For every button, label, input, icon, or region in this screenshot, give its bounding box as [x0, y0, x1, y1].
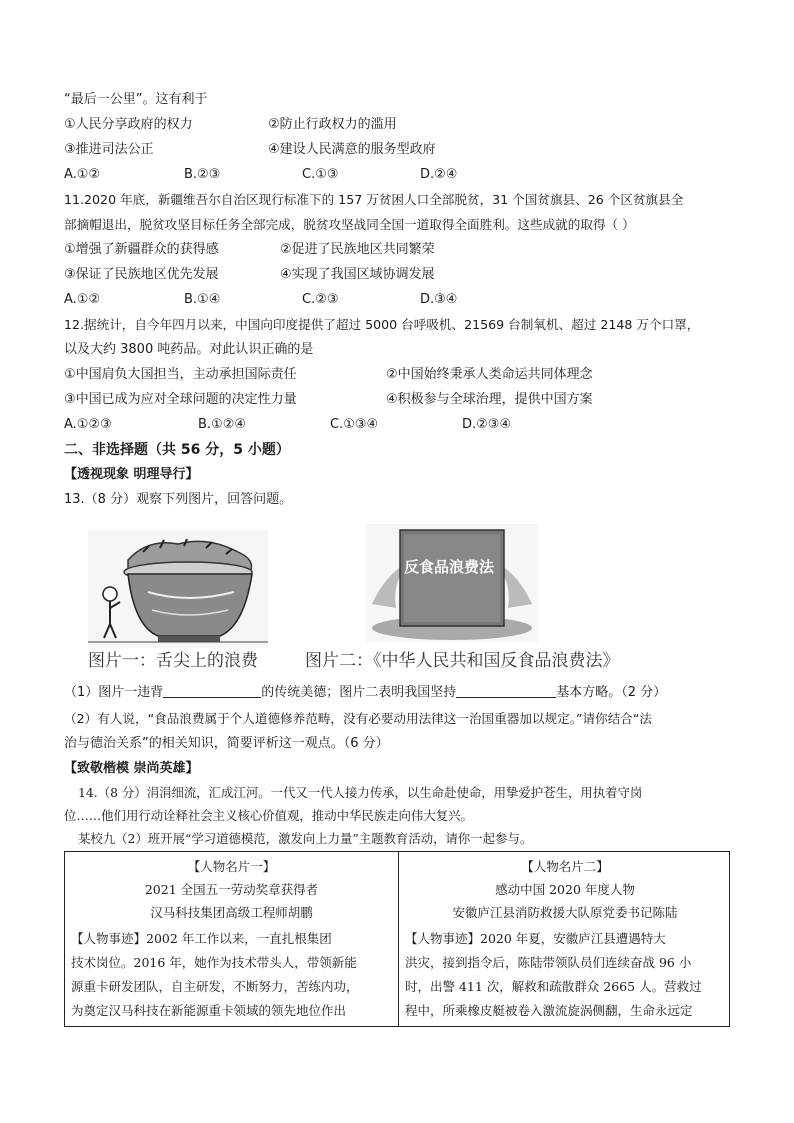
card-1-deeds-line3: 源重卡研发团队，自主研发，不断努力，苦练内功，	[71, 979, 359, 994]
q11-option-2: ②促进了民族地区共同繁荣	[280, 242, 435, 257]
q12-option-3: ③中国已成为应对全球问题的决定性力量	[64, 392, 297, 407]
q14-stem-line3: 某校九（2）班开展“学习道德模范，激发向上力量”主题教育活动，请你一起参与。	[78, 831, 533, 846]
law-book-title: 反食品浪费法	[404, 558, 495, 576]
q11-stem-line1: 11.2020 年底，新疆维吾尔自治区现行标准下的 157 万贫困人口全部脱贫，31 个国贫旗县、26 个区贫旗县全	[64, 192, 684, 207]
card-2-deeds-line2: 洪灾，接到指令后，陈陆带领队员们连续奋战 96 小	[405, 955, 692, 970]
q14-stem-line2: 位……他们用行动诠释社会主义核心价值观，推动中华民族走向伟大复兴。	[64, 808, 473, 823]
section-2-title: 二、非选择题（共 56 分，5 小题）	[64, 442, 290, 458]
q13-answer-blank-2[interactable]	[456, 683, 556, 698]
q12-choice-a: A.①②③	[64, 417, 112, 432]
picture-2-law-book	[366, 524, 538, 642]
card-1-title: 【人物名片一】	[187, 859, 276, 874]
card-2-title: 【人物名片二】	[521, 859, 609, 874]
q13-part1-c: 基本方略。（2 分）	[556, 685, 667, 700]
q10-option-4: ④建设人民满意的服务型政府	[268, 142, 436, 157]
card-1-name: 汉马科技集团高级工程师胡鹏	[150, 905, 313, 920]
card-2-deeds-line3: 时，出警 411 次，解救和疏散群众 2665 人。营救过	[405, 979, 702, 994]
q14-stem-line1: 14.（8 分）涓涓细流，汇成江河。一代又一代人接力传承，以生命赴使命，用挚爱护苍生，用执着守岗	[78, 785, 643, 800]
q11-option-4: ④实现了我国区域协调发展	[280, 267, 435, 282]
q13-part1	[64, 683, 666, 703]
picture-2-caption: 图片二：《中华人民共和国反食品浪费法》	[305, 651, 620, 671]
card-1-deeds-line2: 技术岗位。2016 年，她作为技术带头人，带领新能	[71, 955, 357, 970]
q11-stem-line2: 部摘帽退出，脱贫攻坚目标任务全部完成，脱贫攻坚战同全国一道取得全面胜利。这些成就的取得（ ）	[64, 217, 635, 232]
card-2-deeds-line4: 程中，所乘橡皮艇被卷入激流旋涡侧翻，生命永远定	[405, 1003, 693, 1018]
card-2-award: 感动中国 2020 年度人物	[495, 882, 635, 897]
q10-option-3: ③推进司法公正	[64, 142, 154, 157]
q11-choice-a: A.①②	[64, 292, 101, 307]
q11-choice-b: B.①④	[184, 292, 221, 307]
q10-option-2: ②防止行政权力的滥用	[268, 117, 397, 132]
q13-part1-b: 的传统美德；图片二表明我国坚持	[261, 685, 457, 700]
q13-part2-line2: 治与德治关系”的相关知识，简要评析这一观点。（6 分）	[64, 736, 389, 751]
card-1-deeds-line1: 【人物事迹】2002 年工作以来，一直扎根集团	[71, 931, 332, 946]
card-2-deeds-line1: 【人物事迹】2020 年夏，安徽庐江县遭遇特大	[405, 931, 666, 946]
section-2-subheading-2: 【致敬楷模 崇尚英雄】	[64, 761, 199, 776]
person-card-2	[398, 852, 731, 1026]
q12-choice-b: B.①②④	[198, 417, 247, 432]
q11-choice-d: D.③④	[420, 292, 458, 307]
q12-stem-line2: 以及大约 3800 吨药品。对此认识正确的是	[64, 342, 314, 357]
picture-1-caption: 图片一：舌尖上的浪费	[88, 651, 258, 671]
q12-stem-line1: 12.据统计，自今年四月以来，中国向印度提供了超过 5000 台呼吸机、21569 台制氧机、超过 2148 万个口罩，	[64, 317, 700, 332]
person-card-1	[65, 852, 398, 1026]
q13-stem: 13.（8 分）观察下列图片，回答问题。	[64, 492, 293, 507]
q10-choice-d: D.②④	[420, 167, 458, 182]
person-cards-table	[64, 851, 730, 1027]
q12-option-4: ④积极参与全球治理，提供中国方案	[386, 392, 593, 407]
q12-choice-c: C.①③④	[330, 417, 379, 432]
section-2-subheading-1: 【透视现象 明理导行】	[64, 467, 199, 482]
q10-stem-tail: “最后一公里”。这有利于	[64, 92, 208, 107]
q12-choice-d: D.②③④	[462, 417, 512, 432]
card-1-deeds-line4: 为奠定汉马科技在新能源重卡领域的领先地位作出	[71, 1003, 347, 1018]
q11-option-3: ③保证了民族地区优先发展	[64, 267, 219, 282]
q13-part1-a: （1）图片一违背	[64, 685, 164, 700]
q12-option-1: ①中国肩负大国担当，主动承担国际责任	[64, 367, 297, 382]
card-2-name: 安徽庐江县消防救援大队原党委书记陈陆	[452, 905, 678, 920]
q10-option-1: ①人民分享政府的权力	[64, 117, 193, 132]
q13-part2-line1: （2）有人说，“食品浪费属于个人道德修养范畴，没有必要动用法律这一治国重器加以规定。”请你结合“法	[64, 711, 653, 726]
q13-answer-blank-1[interactable]	[163, 683, 261, 698]
q10-choice-b: B.②③	[184, 167, 221, 182]
q12-option-2: ②中国始终秉承人类命运共同体理念	[386, 367, 593, 382]
card-1-award: 2021 全国五一劳动奖章获得者	[144, 882, 319, 897]
q11-choice-c: C.②③	[302, 292, 339, 307]
picture-1-food-waste-cartoon	[88, 530, 268, 648]
q10-choice-a: A.①②	[64, 167, 101, 182]
q10-choice-c: C.①③	[302, 167, 339, 182]
q11-option-1: ①增强了新疆群众的获得感	[64, 242, 219, 257]
